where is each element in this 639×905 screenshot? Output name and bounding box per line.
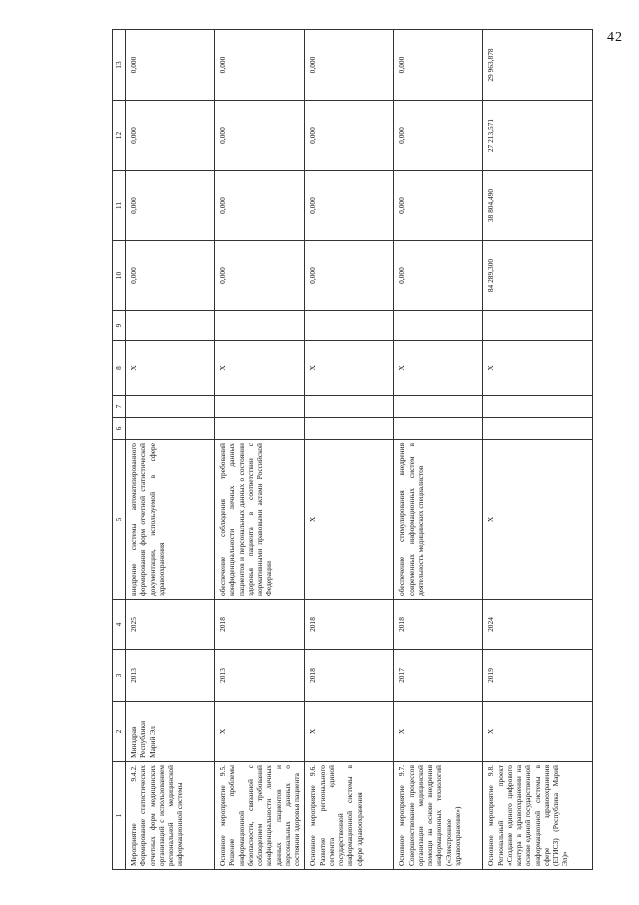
end-year-cell: 2025 [126,600,215,650]
end-year-cell: 2024 [483,600,593,650]
table-cell [215,311,305,341]
start-year-cell: 2018 [305,650,394,702]
amount-cell: 0,000 [394,101,483,171]
table-row [126,30,215,870]
column-header: 13 [113,30,126,101]
table-cell [126,396,215,418]
table-cell: X [126,341,215,396]
table-row [394,30,483,870]
expected-result-cell: X [483,440,593,600]
measure-name-cell: Основное мероприятие 9.7. Совершенствование процессов организации медицинской помощи на основе внедрения информационных технологий («Электронное здравоохранение») [394,762,483,870]
measure-name-cell: Мероприятие 9.4.2. Формирование статистических отчетных форм медицинских организаций с использованием региональной медицинской информационной системы [126,762,215,870]
table-cell [126,311,215,341]
table-cell [483,396,593,418]
amount-cell: 0,000 [215,101,305,171]
start-year-cell: 2019 [483,650,593,702]
executor-cell: Минздрав Республики Марий Эл [126,702,215,762]
amount-cell: 38 804,490 [483,171,593,241]
expected-result-cell: X [305,440,394,600]
column-header: 3 [113,650,126,702]
amount-cell: 0,000 [394,171,483,241]
table-cell [215,418,305,440]
executor-cell: X [394,702,483,762]
column-header: 9 [113,311,126,341]
executor-cell: X [215,702,305,762]
amount-cell: 0,000 [126,101,215,171]
end-year-cell: 2018 [394,600,483,650]
column-header: 2 [113,702,126,762]
start-year-cell: 2013 [126,650,215,702]
table-cell [483,418,593,440]
amount-cell: 29 963,878 [483,30,593,101]
page-number: 42 [607,30,623,45]
amount-cell: 0,000 [394,241,483,311]
column-header: 1 [113,762,126,870]
amount-cell: 0,000 [305,171,394,241]
measure-name-cell: Основное мероприятие 9.8. Региональный проект «Создание единого цифрового контура в здравоохранении на основе единой государственной информационной системы в сфере здравоохранения (ЕГИСЗ) (Республика Марий Эл)» [483,762,593,870]
table-row [483,30,593,870]
amount-cell: 0,000 [215,30,305,101]
start-year-cell: 2017 [394,650,483,702]
header-row [113,30,126,870]
table-cell [126,418,215,440]
column-header: 12 [113,101,126,171]
rotated-table-container [112,30,639,870]
table-cell: X [215,341,305,396]
amount-cell: 0,000 [126,30,215,101]
table-cell [483,311,593,341]
table-cell: X [394,341,483,396]
start-year-cell: 2013 [215,650,305,702]
expected-result-cell: внедрение системы автоматизированного формирования форм отчетной статистической документации, используемой в сфере здравоохранения [126,440,215,600]
table-cell [394,396,483,418]
column-header: 7 [113,396,126,418]
expected-result-cell: обеспечение стимулирования внедрения современных информационных систем в деятельность медицинских специалистов [394,440,483,600]
column-header: 11 [113,171,126,241]
table-cell [305,418,394,440]
table-cell: X [305,341,394,396]
amount-cell: 0,000 [305,101,394,171]
amount-cell: 0,000 [394,30,483,101]
expected-result-cell: обеспечение соблюдения требований конфиденциальности личных данных пациентов и персональных данных о состоянии здоровья пациента в соответствии с нормативными правовыми актами Российской Федерации [215,440,305,600]
program-measures-table [112,29,593,870]
end-year-cell: 2018 [305,600,394,650]
table-cell: X [483,341,593,396]
column-header: 5 [113,440,126,600]
amount-cell: 0,000 [305,241,394,311]
end-year-cell: 2018 [215,600,305,650]
table-row [215,30,305,870]
amount-cell: 84 289,300 [483,241,593,311]
table-cell [394,311,483,341]
table-cell [305,311,394,341]
table-cell [394,418,483,440]
amount-cell: 27 213,571 [483,101,593,171]
table-cell [305,396,394,418]
measure-name-cell: Основное мероприятие 9.6. Развитие регионального сегмента единой государственной информационной системы в сфере здравоохранения [305,762,394,870]
column-header: 6 [113,418,126,440]
column-header: 10 [113,241,126,311]
executor-cell: X [305,702,394,762]
measure-name-cell: Основное мероприятие 9.5. Решение проблемы информационной безопасности, связанной с соблюдением требований конфиденциальности личных данных пациентов и персональных данных о состоянии здоровья пациента [215,762,305,870]
table-cell [215,396,305,418]
amount-cell: 0,000 [126,241,215,311]
amount-cell: 0,000 [215,241,305,311]
amount-cell: 0,000 [126,171,215,241]
amount-cell: 0,000 [305,30,394,101]
column-header: 4 [113,600,126,650]
amount-cell: 0,000 [215,171,305,241]
table-row [305,30,394,870]
executor-cell: X [483,702,593,762]
column-header: 8 [113,341,126,396]
